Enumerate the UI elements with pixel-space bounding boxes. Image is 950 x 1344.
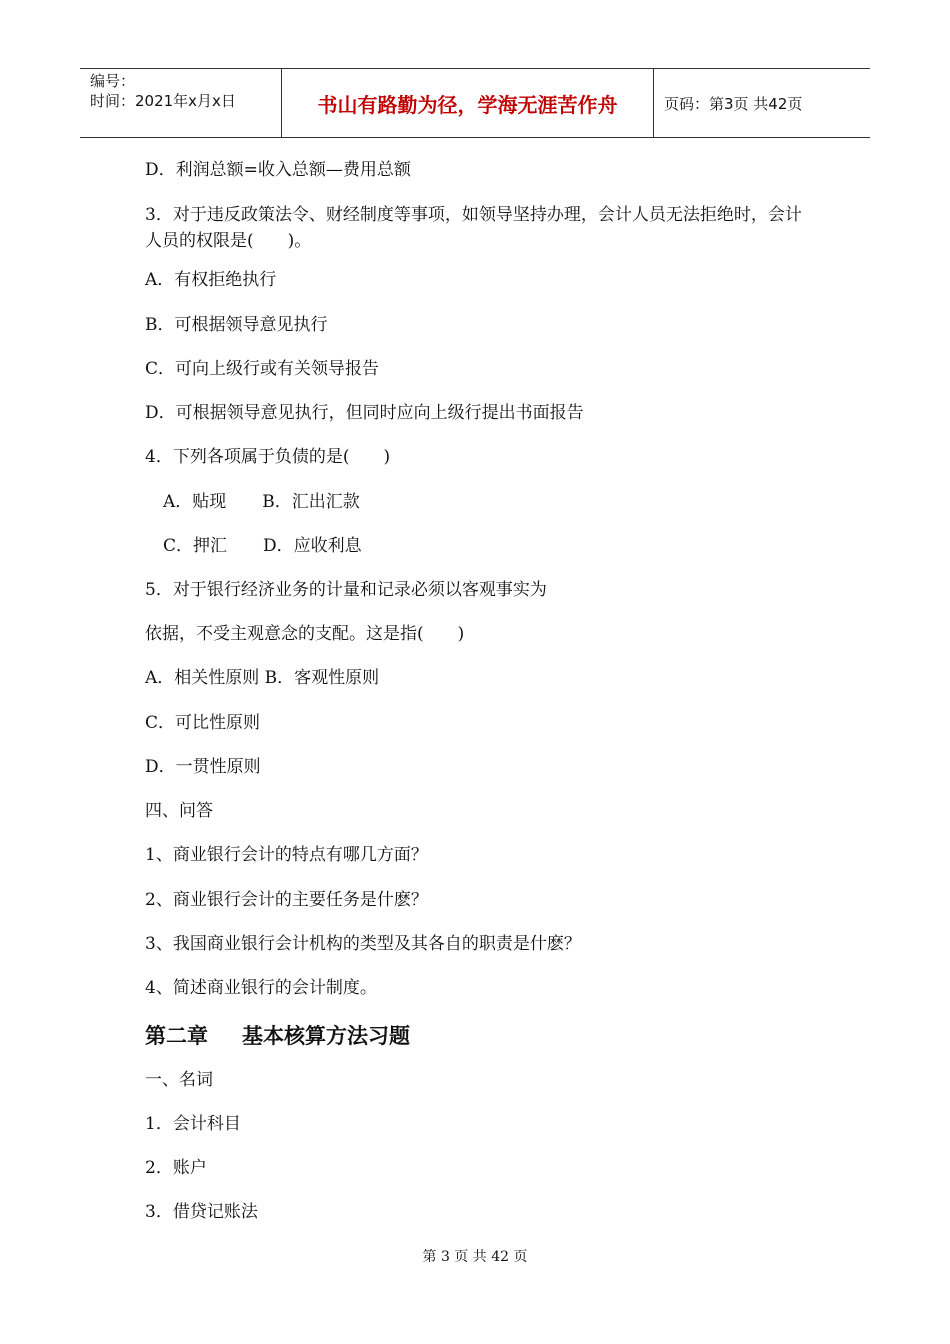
q3-option-d: D．可根据领导意见执行，但同时应向上级行提出书面报告 — [145, 403, 584, 423]
question-4: 4．下列各项属于负债的是( ) — [145, 447, 391, 467]
question-5-line1: 5．对于银行经济业务的计量和记录必须以客观事实为 — [145, 580, 547, 600]
qa-item-2: 2、商业银行会计的主要任务是什麽？ — [145, 890, 428, 910]
q3-option-b: B．可根据领导意见执行 — [145, 315, 328, 335]
q3-option-a: A．有权拒绝执行 — [145, 270, 277, 290]
q3-option-c: C．可向上级行或有关领导报告 — [145, 359, 380, 379]
qa-item-4: 4、简述商业银行的会计制度。 — [145, 978, 377, 998]
header-page-info: 页码：第3页 共42页 — [664, 94, 803, 113]
q4-option-b: B．汇出汇款 — [262, 492, 360, 512]
option-d-profit: D．利润总额=收入总额—费用总额 — [145, 160, 411, 180]
q4-option-d: D．应收利息 — [263, 536, 362, 556]
chapter-title: 基本核算方法习题 — [242, 1024, 410, 1048]
q4-option-c: C．押汇 — [163, 536, 228, 556]
term-3: 3．借贷记账法 — [145, 1202, 258, 1222]
q5-options-ab: A．相关性原则 B．客观性原则 — [145, 668, 380, 688]
question-5-line2: 依据，不受主观意念的支配。这是指( ) — [145, 624, 465, 644]
chapter-number: 第二章 — [145, 1024, 208, 1048]
q4-options-cd — [163, 534, 362, 558]
chapter-heading — [145, 1020, 410, 1050]
q5-option-d: D．一贯性原则 — [145, 757, 261, 777]
q4-options-ab — [163, 490, 360, 514]
time-label: 时间：2021年x月x日 — [90, 92, 236, 110]
qa-item-1: 1、商业银行会计的特点有哪几方面？ — [145, 845, 428, 865]
header-meta — [80, 69, 281, 137]
page-footer: 第 3 页 共 42 页 — [422, 1249, 528, 1265]
qa-item-3: 3、我国商业银行会计机构的类型及其各自的职责是什麽？ — [145, 934, 581, 954]
question-3: 3．对于违反政策法令、财经制度等事项，如领导坚持办理，会计人员无法拒绝时，会计人员的权限是( )。 — [145, 205, 802, 251]
q5-option-c: C．可比性原则 — [145, 713, 261, 733]
q4-option-a: A．贴现 — [163, 492, 227, 512]
section-qa: 四、问答 — [145, 801, 213, 821]
term-2: 2．账户 — [145, 1158, 207, 1178]
page-header — [80, 68, 870, 138]
number-label: 编号： — [90, 72, 136, 90]
term-1: 1．会计科目 — [145, 1114, 241, 1134]
header-motto: 书山有路勤为径，学海无涯苦作舟 — [281, 69, 654, 137]
section-terms: 一、名词 — [145, 1070, 213, 1090]
